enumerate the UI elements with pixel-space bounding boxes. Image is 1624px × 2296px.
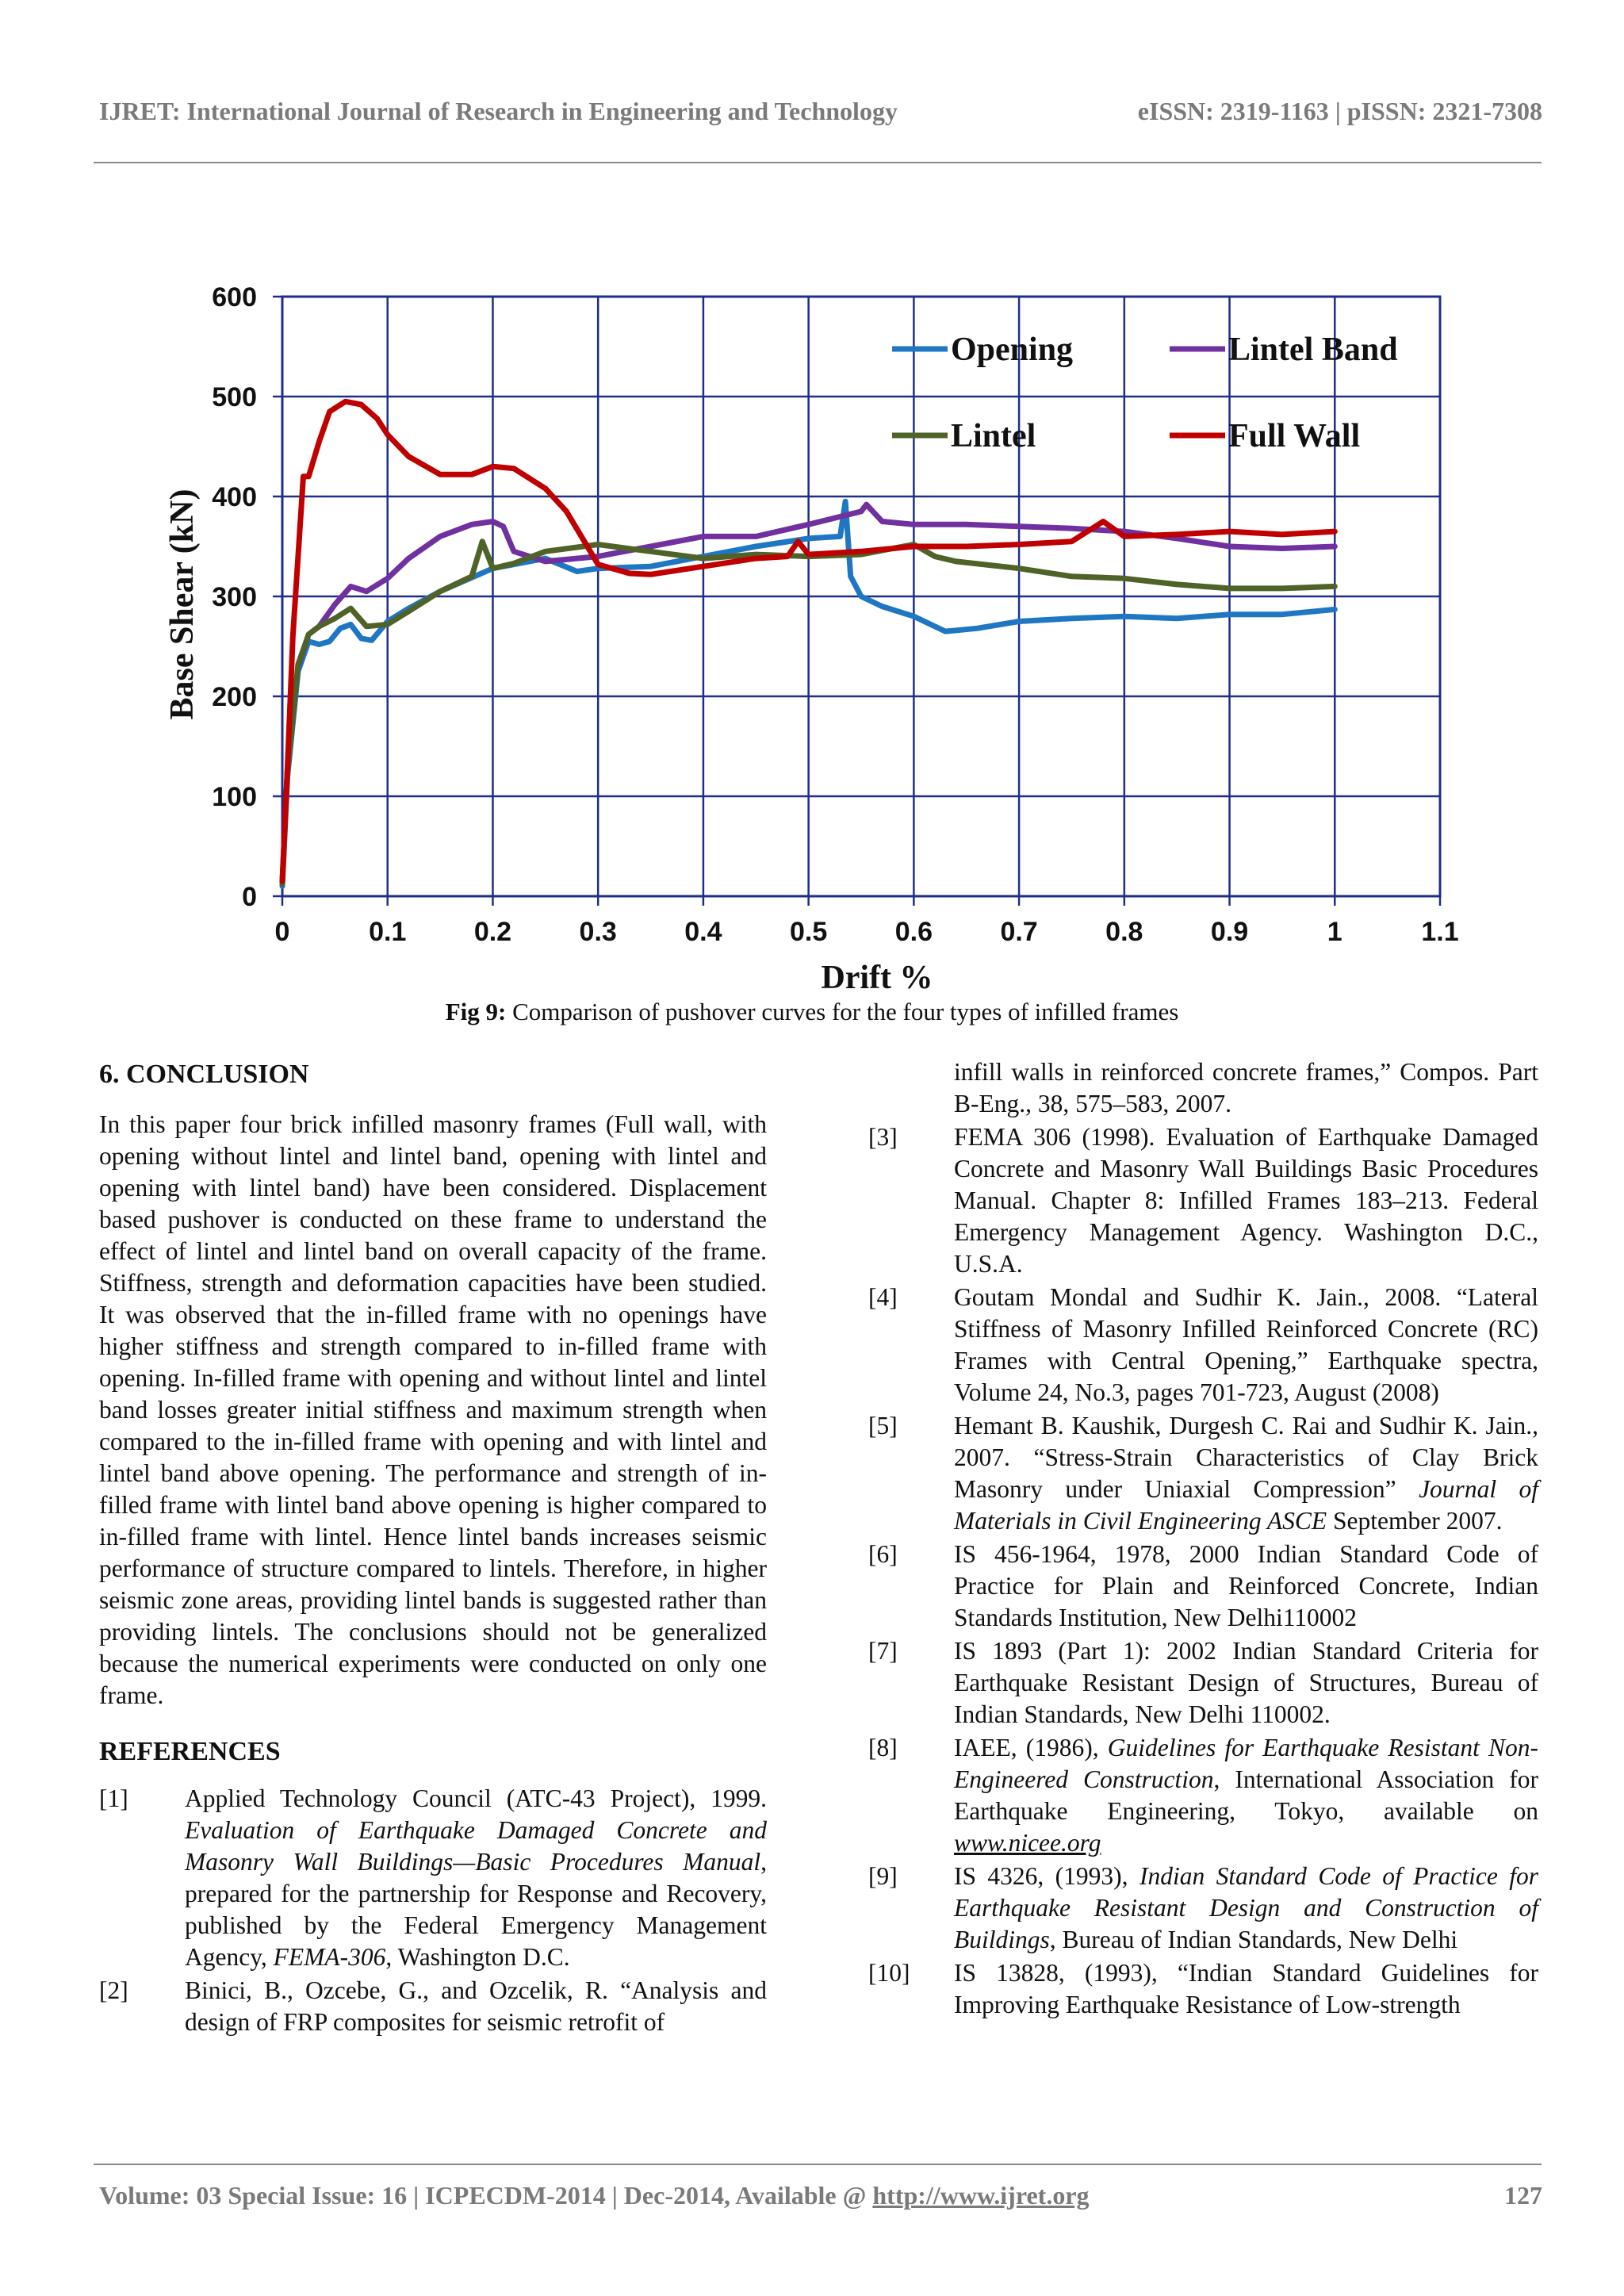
reference-text: Binici, B., Ozcebe, G., and Ozcelik, R. “Analysis and design of FRP composites for seismic retrofit of	[185, 1976, 767, 2036]
reference-number: [4]	[868, 1283, 898, 1311]
running-footer	[99, 2181, 1542, 2221]
reference-item	[868, 1635, 1538, 1731]
legend-label: Full Wall	[1228, 418, 1361, 454]
reference-number: [6]	[868, 1540, 898, 1568]
x-tick-label: 0.3	[579, 917, 617, 947]
x-tick-label: 0.5	[790, 917, 828, 947]
x-tick-label: 0.1	[369, 917, 407, 947]
reference-text: IS 4326, (1993), Indian Standard Code of Practice for Earthquake Resistant Design and Construction of Buildings, Bureau of Indian Standards, New Delhi	[954, 1862, 1538, 1953]
reference-item	[868, 1539, 1538, 1634]
header-rule	[94, 162, 1542, 163]
y-tick-label: 600	[212, 282, 257, 312]
issn-info: eISSN: 2319-1163 | pISSN: 2321-7308	[1137, 97, 1542, 125]
footer-rule	[94, 2164, 1542, 2165]
x-axis-title: Drift %	[821, 960, 933, 996]
x-tick-label: 1	[1327, 917, 1342, 947]
y-axis-title: Base Shear (kN)	[164, 489, 201, 720]
reference-number: [1]	[99, 1784, 128, 1812]
pushover-chart	[0, 270, 1624, 1007]
conclusion-heading: 6. CONCLUSION	[99, 1060, 309, 1089]
reference-number: [10]	[868, 1959, 910, 1987]
journal-link[interactable]: http://www.ijret.org	[872, 2181, 1090, 2210]
reference-item	[868, 1121, 1538, 1280]
legend-label: Lintel	[951, 418, 1036, 454]
nicee-link[interactable]: www.nicee.org	[954, 1829, 1101, 1857]
reference-text: IAEE, (1986), Guidelines for Earthquake Resistant Non-Engineered Construction, International Association for Earthquake Engineering, Tokyo, available on www.nicee.org	[954, 1734, 1539, 1857]
x-tick-label: 0	[274, 917, 290, 947]
reference-text: IS 13828, (1993), “Indian Standard Guidelines for Improving Earthquake Resistance of Low-strength	[954, 1959, 1538, 2018]
reference-item	[868, 1861, 1538, 1956]
caption-text: Comparison of pushover curves for the four types of infilled frames	[506, 998, 1179, 1025]
y-tick-label: 500	[212, 382, 257, 412]
x-tick-label: 0.7	[1000, 917, 1038, 947]
reference-number: [9]	[868, 1862, 898, 1890]
y-tick-label: 0	[242, 882, 257, 912]
reference-item	[868, 1410, 1538, 1537]
conclusion-body: In this paper four brick infilled masonry frames (Full wall, with opening without lintel and lintel band, opening with lintel and opening with lintel band) have been considered. Displacement based pushover is conducted on these frame to understand the effect of lintel and lintel band on overall capacity of the frame. Stiffness, strength and deformation capacities have been studied. It was observed that the in-filled frame with no openings have higher stiffness and strength compared to in-filled frame with opening. In-filled frame with opening and without lintel and lintel band losses greater initial stiffness and maximum strength when compared to the in-filled frame with opening and with lintel and lintel band above opening. The performance and strength of in-filled frame with lintel band above opening is higher compared to in-filled frame with lintel. Hence lintel bands increases seismic performance of structure compared to lintels. Therefore, in higher seismic zone areas, providing lintel bands is suggested rather than providing lintels. The conclusions should not be generalized because the numerical experiments were conducted on only one frame.	[99, 1110, 767, 1709]
references-heading: REFERENCES	[99, 1737, 281, 1766]
caption-label: Fig 9:	[445, 998, 507, 1025]
left-column	[99, 1056, 767, 2038]
x-tick-label: 0.8	[1105, 917, 1143, 947]
running-header	[99, 97, 1542, 136]
reference-text: Hemant B. Kaushik, Durgesh C. Rai and Sudhir K. Jain., 2007. “Stress-Strain Characteristics of Clay Brick Masonry under Uniaxial Compression” Journal of Materials in Civil Engineering ASCE September 2007.	[954, 1412, 1538, 1535]
reference-item	[868, 1282, 1538, 1409]
right-column	[868, 1056, 1538, 2021]
reference-text: Goutam Mondal and Sudhir K. Jain., 2008. “Lateral Stiffness of Masonry Infilled Reinforced Concrete (RC) Frames with Central Opening,” Earthquake spectra, Volume 24, No.3, pages 701-723, August (2008)	[954, 1283, 1538, 1406]
reference-number: [2]	[99, 1976, 128, 2004]
y-tick-label: 100	[212, 782, 257, 812]
reference-text: IS 1893 (Part 1): 2002 Indian Standard Criteria for Earthquake Resistant Design of Structures, Bureau of Indian Standards, New Delhi 110002.	[954, 1637, 1538, 1728]
x-tick-label: 1.1	[1421, 917, 1459, 947]
y-tick-label: 200	[212, 682, 257, 712]
reference-item	[868, 1957, 1538, 2021]
reference-item	[99, 1975, 767, 2038]
page-number: 127	[1504, 2181, 1542, 2210]
figure-caption	[0, 998, 1624, 1026]
legend-label: Lintel Band	[1228, 332, 1398, 368]
reference-text: IS 456-1964, 1978, 2000 Indian Standard Code of Practice for Plain and Reinforced Concrete, Indian Standards Institution, New Delhi110002	[954, 1540, 1538, 1631]
reference-item	[868, 1732, 1538, 1859]
x-tick-label: 0.9	[1210, 917, 1249, 947]
reference-number: [5]	[868, 1412, 898, 1439]
reference-number: [3]	[868, 1123, 898, 1151]
x-tick-label: 0.2	[473, 917, 512, 947]
reference-text: Applied Technology Council (ATC-43 Project), 1999. Evaluation of Earthquake Damaged Concrete and Masonry Wall Buildings—Basic Procedures Manual, prepared for the partnership for Response and Recovery, published by the Federal Emergency Management Agency, FEMA-306, Washington D.C.	[185, 1784, 767, 1971]
y-tick-label: 400	[212, 482, 257, 512]
footer-info: Volume: 03 Special Issue: 16 | ICPECDM-2014 | Dec-2014, Available @ http://www.ijret.org	[99, 2181, 1090, 2210]
legend-label: Opening	[951, 332, 1074, 368]
y-tick-label: 300	[212, 582, 257, 612]
x-tick-label: 0.6	[894, 917, 933, 947]
reference-number: [7]	[868, 1637, 898, 1665]
journal-title: IJRET: International Journal of Research in Engineering and Technology	[99, 97, 898, 125]
reference-continuation: infill walls in reinforced concrete frames,” Compos. Part B-Eng., 38, 575–583, 2007.	[954, 1058, 1538, 1117]
reference-text: FEMA 306 (1998). Evaluation of Earthquake Damaged Concrete and Masonry Wall Buildings Basic Procedures Manual. Chapter 8: Infilled Frames 183–213. Federal Emergency Management Agency. Washington D.C., U.S.A.	[954, 1123, 1538, 1278]
x-tick-label: 0.4	[684, 917, 722, 947]
reference-item	[99, 1783, 767, 1973]
reference-number: [8]	[868, 1734, 898, 1761]
